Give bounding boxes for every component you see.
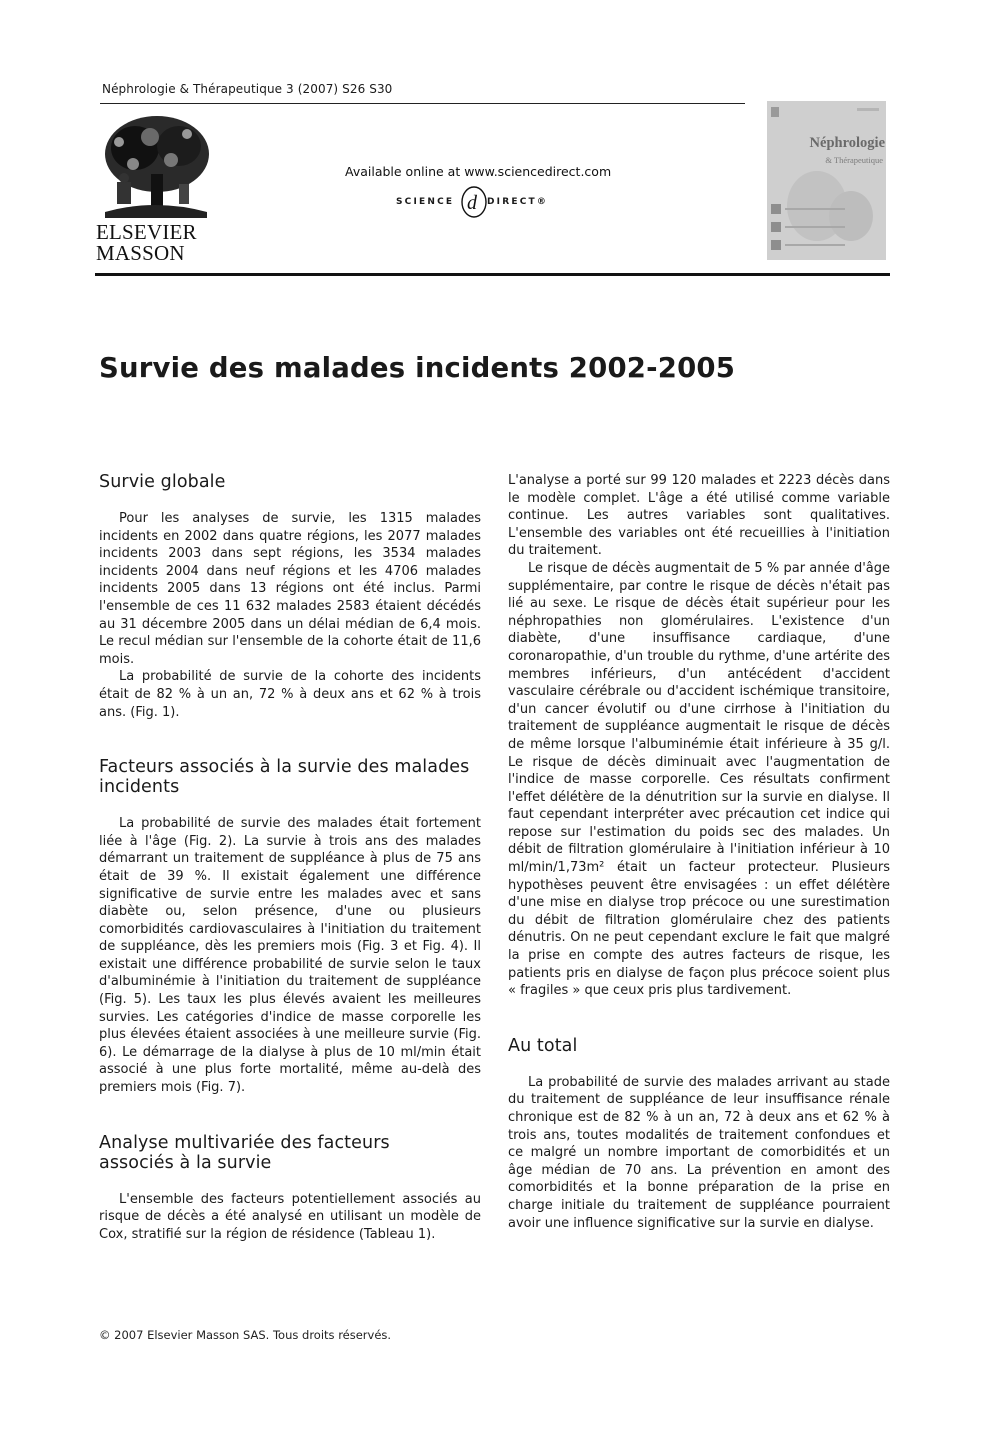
- section-heading-au-total: Au total: [508, 1035, 578, 1056]
- sd-logo-right: DIRECT®: [487, 197, 549, 207]
- paragraph: Le risque de décès augmentait de 5 % par année d'âge supplémentaire, par contre le risque de décès n'était pas lié au sexe. Le risque de décès était supérieur pour les néphropathies non glomérulaires. L'existence d'un diabète, d'une insuffisance cardiaque, d'une coronaropathie, d'un trouble du rythme, d'une artérite des membres inférieurs, d'un antécédent d'accident vasculaire cérébrale ou d'accident ischémique transitoire, d'un cancer évolutif ou d'une cirrhose à l'initiation du traitement de suppléance augmentait le risque de décès de même lorsque l'albuminémie était inférieure à 35 g/l. Le risque de décès diminuait avec l'augmentation de l'indice de masse corporelle. Ces résultats confirment l'effet délétère de la dénutrition sur la survie en dialyse. Il faut cependant interpréter avec précaution cet indice qui repose sur l'estimation du poids sec des malades. Un débit de filtration glomérulaire à l'initiation inférieur à 10 ml/min/1,73m² était un facteur protecteur. Plusieurs hypothèses peuvent être envisagées : un effet délétère d'une mise en dialyse trop précoce ou une surestimation du débit de filtration glomérulaire chez des patients dénutris. On ne peut cependant exclure le fait que malgré la prise en compte des autres facteurs de risque, les patients pris en dialyse de façon plus précoce soient plus « fragiles » que ceux pris plus tardivement.: [508, 560, 890, 999]
- header-rule: [100, 103, 745, 104]
- cover-logo-mark: [771, 107, 779, 117]
- sd-at-icon: [460, 184, 488, 220]
- cover-line-3: [785, 244, 845, 246]
- masthead-rule: [95, 273, 890, 276]
- publisher-line-1: ELSEVIER: [96, 220, 197, 244]
- section-heading-facteurs: Facteurs associés à la survie des malades incidents: [99, 757, 470, 798]
- cover-icon-2: [771, 222, 781, 232]
- running-head: Néphrologie & Thérapeutique 3 (2007) S26 S30: [102, 82, 393, 96]
- sciencedirect-logo: [370, 184, 590, 220]
- cover-kidney-shape-2: [829, 191, 873, 241]
- section-heading-analyse-multivariee: Analyse multivariée des facteurs associés à la survie: [99, 1132, 390, 1173]
- paragraph-continued: L'analyse a porté sur 99 120 malades et 2223 décès dans le modèle complet. L'âge a été utilisé comme variable continue. Les autres variables sont qualitatives. L'ensemble des variables ont été recueillies à l'initiation du traitement.: [508, 473, 890, 559]
- cover-title: Néphrologie: [809, 135, 885, 151]
- copyright-notice: © 2007 Elsevier Masson SAS. Tous droits réservés.: [99, 1328, 392, 1342]
- paragraph: L'ensemble des facteurs potentiellement associés au risque de décès a été analysé en utilisant un modèle de Cox, stratifié sur la région de résidence (Tableau 1).: [99, 1191, 481, 1242]
- right-column: [508, 472, 890, 1232]
- cover-icon-1: [771, 204, 781, 214]
- cover-icon-3: [771, 240, 781, 250]
- available-online-text: Available online at www.sciencedirect.com: [345, 164, 612, 179]
- sd-at-letter: d: [467, 192, 477, 214]
- section-heading-survie-globale: Survie globale: [99, 472, 226, 492]
- cover-line-1: [785, 208, 845, 210]
- journal-cover: [767, 101, 886, 260]
- cover-line-2: [785, 226, 845, 228]
- article-title: Survie des malades incidents 2002-2005: [99, 352, 736, 385]
- cover-subtitle: & Thérapeutique: [825, 155, 883, 165]
- paragraph: La probabilité de survie de la cohorte des incidents était de 82 % à un an, 72 % à deux ans et 62 % à trois ans. (Fig. 1).: [99, 669, 481, 720]
- paragraph: La probabilité de survie des malades arrivant au stade du traitement de suppléance de leur insuffisance rénale chronique est de 82 % à un an, 72 à deux ans et 62 % à trois ans, toutes modalités de traitement confondues et ce malgré un nombre important de comorbidités et un âge médian de 70 ans. La prévention en amont des comorbidités et la bonne préparation de la prise en charge initiale du traitement de suppléance pourraient avoir une influence significative sur la survie en dialyse.: [508, 1074, 890, 1231]
- paragraph: La probabilité de survie des malades était fortement liée à l'âge (Fig. 2). La survie à trois ans des malades démarrant un traitement de suppléance à plus de 75 ans était de 39 %. Il existait également une différence significative de survie entre les malades avec et sans diabète ou, selon présence, d'une ou plusieurs comorbidités cardiovasculaires à l'initiation du traitement de suppléance, dès les premiers mois (Fig. 3 et Fig. 4). Il existait une différence probabilité de survie selon le taux d'albuminémie à l'initiation du traitement de suppléance (Fig. 5). Les taux les plus élevés avaient les meilleures survies. Les catégories d'indice de masse corporelle les plus élevées étaient associées à une meilleure survie (Fig. 6). Le démarrage de la dialyse à plus de 10 ml/min était associé à une plus forte mortalité, même au-delà des premiers mois (Fig. 7).: [99, 816, 481, 1096]
- sd-logo-left: SCIENCE: [396, 197, 455, 207]
- publisher-line-2: MASSON: [96, 241, 185, 265]
- paragraph: Pour les analyses de survie, les 1315 malades incidents en 2002 dans quatre régions, les 2077 malades incidents 2003 dans sept régions, les 3534 malades incidents 2004 dans neuf régions et les 4706 malades incidents 2005 dans 13 régions ont été inclus. Parmi l'ensemble de ces 11 632 malades 2583 étaient décédés au 31 décembre 2005 dans un délai médian de 6,4 mois. Le recul médian sur l'ensemble de la cohorte était de 11,6 mois.: [99, 511, 481, 667]
- left-column: [99, 472, 481, 1243]
- cover-issn-mark: [857, 108, 879, 111]
- publisher-wordmark: [96, 222, 226, 264]
